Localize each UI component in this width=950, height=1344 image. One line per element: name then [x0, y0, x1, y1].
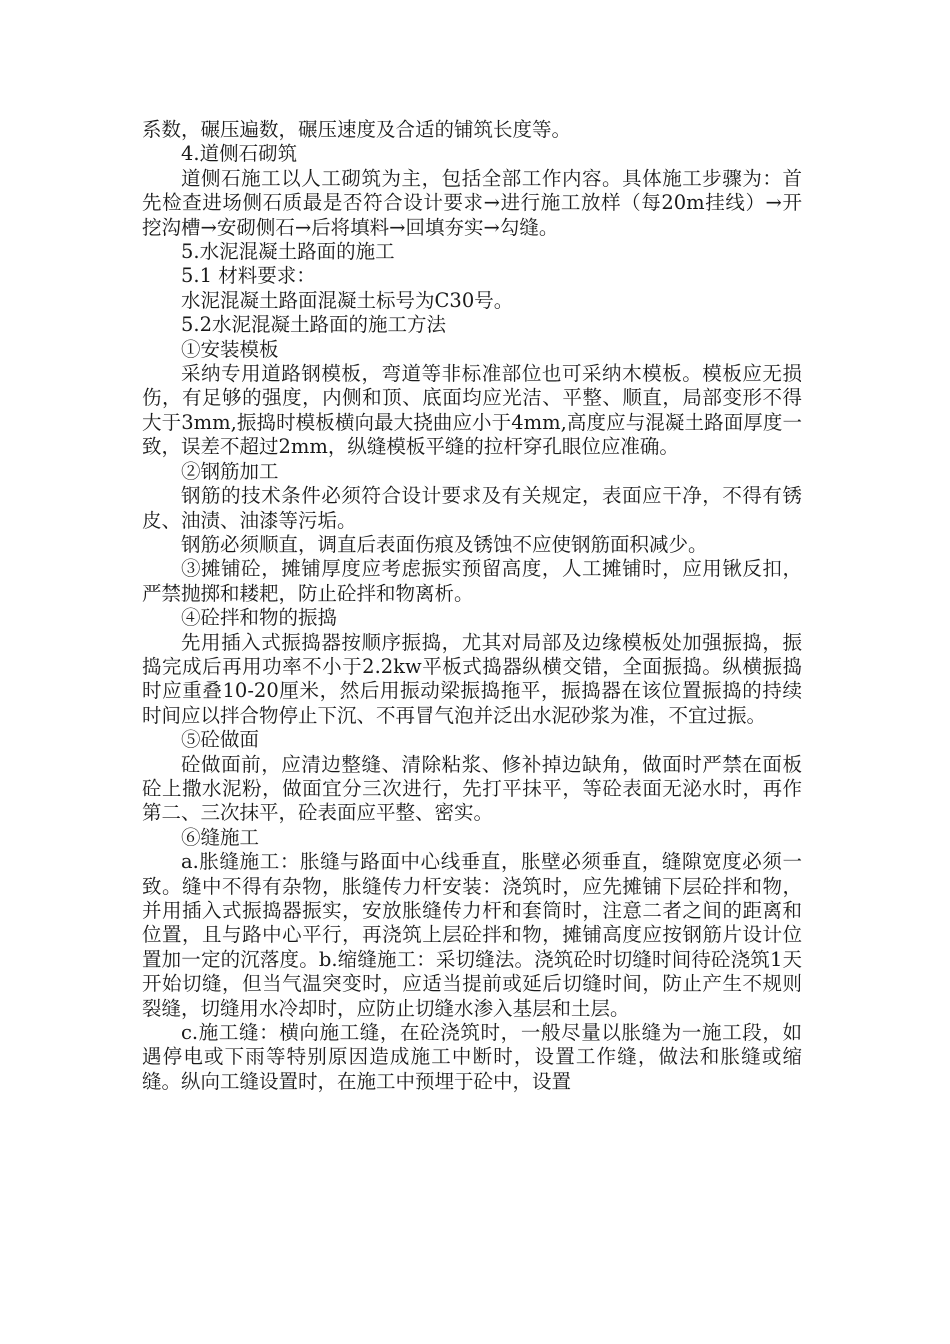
paragraph-formwork: 采纳专用道路钢模板，弯道等非标准部位也可采纳木模板。模板应无损伤，有足够的强度，内侧和顶、底面均应光洁、平整、顺直，局部变形不得大于3mm,振捣时模板横向最大挠曲应小于4mm,高度应与混凝土路面厚度一致，误差不超过2mm，纵缝模板平缝的拉杆穿孔眼位应准确。: [142, 362, 802, 459]
document-body: [142, 118, 802, 1094]
paragraph-finishing: 砼做面前，应清边整缝、清除粘浆、修补掉边缺角，做面时严禁在面板砼上撒水泥粉，做面宜分三次进行，先打平抹平，等砼表面无泌水时，再作第二、三次抹平，砼表面应平整、密实。: [142, 752, 802, 825]
paragraph-rebar-conditions: 钢筋的技术条件必须符合设计要求及有关规定，表面应干净，不得有锈皮、油渍、油漆等污垢。: [142, 484, 802, 532]
paragraph-construction-joints: c.施工缝：横向施工缝，在砼浇筑时，一般尽量以胀缝为一施工段，如遇停电或下雨等特别原因造成施工中断时，设置工作缝，做法和胀缝或缩缝。纵向工缝设置时，在施工中预埋于砼中，设置: [142, 1021, 802, 1093]
subsection-heading-5-2: 5.2水泥混凝土路面的施工方法: [181, 313, 447, 337]
paragraph-rebar-straight: 钢筋必须顺直，调直后表面伤痕及锈蚀不应使钢筋面积减少。: [181, 532, 708, 556]
paragraph-curb-stone: 道侧石施工以人工砌筑为主，包括全部工作内容。具体施工步骤为：首先检查进场侧石质最是否符合设计要求→进行施工放样（每20m挂线）→开挖沟槽→安砌侧石→后将填料→回填夯实→勾缝。: [142, 166, 802, 239]
paragraph-material-grade: 水泥混凝土路面混凝土标号为C30号。: [181, 288, 514, 312]
step-heading-formwork: ①安装模板: [181, 337, 279, 361]
paragraph-vibration: 先用插入式振捣器按顺序振捣，尤其对局部及边缘模板处加强振捣，振捣完成后再用功率不小于2.2kw平板式捣器纵横交错，全面振捣。纵横振捣时应重叠10-20厘米，然后用振动梁振捣拖平，振捣器在该位置振捣的持续时间应以拌合物停止下沉、不再冒气泡并泛出水泥砂浆为准，不宜过振。: [142, 630, 802, 727]
section-heading-4: 4.道侧石砌筑: [181, 142, 298, 166]
step-heading-joints: ⑥缝施工: [181, 825, 260, 849]
step-paragraph-paving: ③摊铺砼，摊铺厚度应考虑振实预留高度，人工摊铺时，应用锹反扣，严禁抛掷和耧耙，防止砼拌和物离析。: [142, 557, 802, 605]
paragraph-expansion-joints: a.胀缝施工：胀缝与路面中心线垂直，胀壁必须垂直，缝隙宽度必须一致。缝中不得有杂物，胀缝传力杆安装：浇筑时，应先摊铺下层砼拌和物，并用插入式振捣器振实，安放胀缝传力杆和套筒时，注意二者之间的距离和位置，且与路中心平行，再浇筑上层砼拌和物，摊铺高度应按钢筋片设计位置加一定的沉落度。b.缩缝施工：采切缝法。浇筑砼时切缝时间待砼浇筑1天开始切缝，但当气温突变时，应适当提前或延后切缝时间，防止产生不规则裂缝，切缝用水冷却时，应防止切缝水渗入基层和土层。: [142, 850, 802, 1020]
subsection-heading-5-1: 5.1 材料要求：: [181, 264, 316, 288]
paragraph-0: 系数，碾压遍数，碾压速度及合适的铺筑长度等。: [142, 118, 572, 141]
step-heading-finishing: ⑤砼做面: [181, 728, 260, 752]
step-heading-rebar: ②钢筋加工: [181, 459, 279, 483]
step-heading-vibration: ④砼拌和物的振捣: [181, 606, 338, 630]
section-heading-5: 5.水泥混凝土路面的施工: [181, 240, 395, 264]
